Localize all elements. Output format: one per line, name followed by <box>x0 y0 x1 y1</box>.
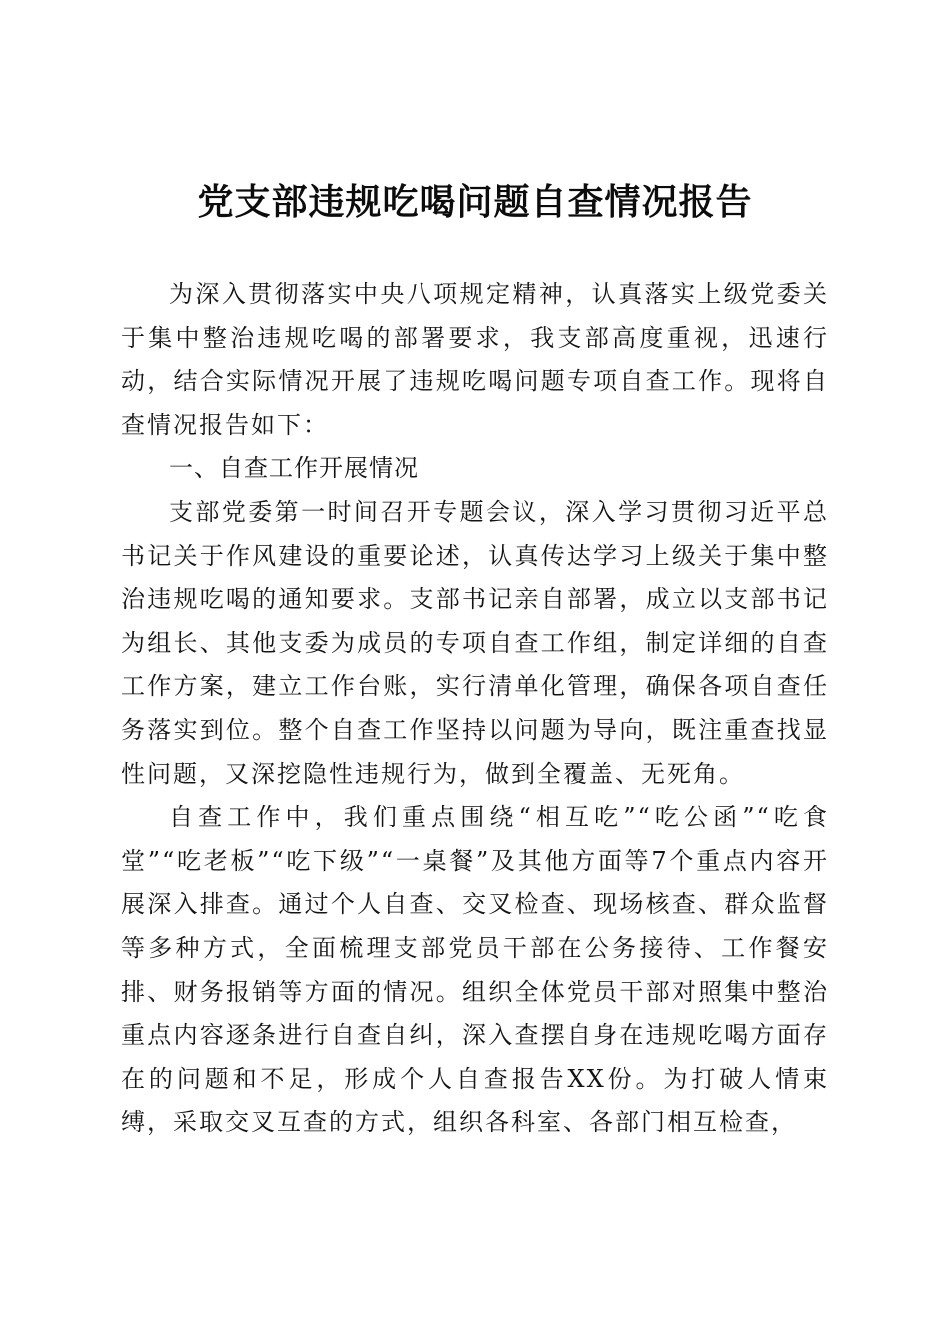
body-paragraph: 自查工作中，我们重点围绕“相互吃”“吃公函”“吃食堂”“吃老板”“吃下级”“一桌餐”及其他方面等7个重点内容开展深入排查。通过个人自查、交叉检查、现场核查、群众监督等多种方式，全面梳理支部党员干部在公务接待、工作餐安排、财务报销等方面的情况。组织全体党员干部对照集中整治重点内容逐条进行自查自纠，深入查摆自身在违规吃喝方面存在的问题和不足，形成个人自查报告XX份。为打破人情束缚，采取交叉互查的方式，组织各科室、各部门相互检查， <box>121 803 829 1137</box>
document-body <box>121 273 829 1145</box>
document-title: 党支部违规吃喝问题自查情况报告 <box>197 181 753 223</box>
intro-paragraph: 为深入贯彻落实中央八项规定精神，认真落实上级党委关于集中整治违规吃喝的部署要求，我支部高度重视，迅速行动，结合实际情况开展了违规吃喝问题专项自查工作。现将自查情况报告如下： <box>121 280 829 439</box>
section-heading: 一、自查工作开展情况 <box>169 454 419 483</box>
body-paragraph: 支部党委第一时间召开专题会议，深入学习贯彻习近平总书记关于作风建设的重要论述，认真传达学习上级关于集中整治违规吃喝的通知要求。支部书记亲自部署，成立以支部书记为组长、其他支委为成员的专项自查工作组，制定详细的自查工作方案，建立工作台账，实行清单化管理，确保各项自查任务落实到位。整个自查工作坚持以问题为导向，既注重查找显性问题，又深挖隐性违规行为，做到全覆盖、无死角。 <box>121 497 829 788</box>
